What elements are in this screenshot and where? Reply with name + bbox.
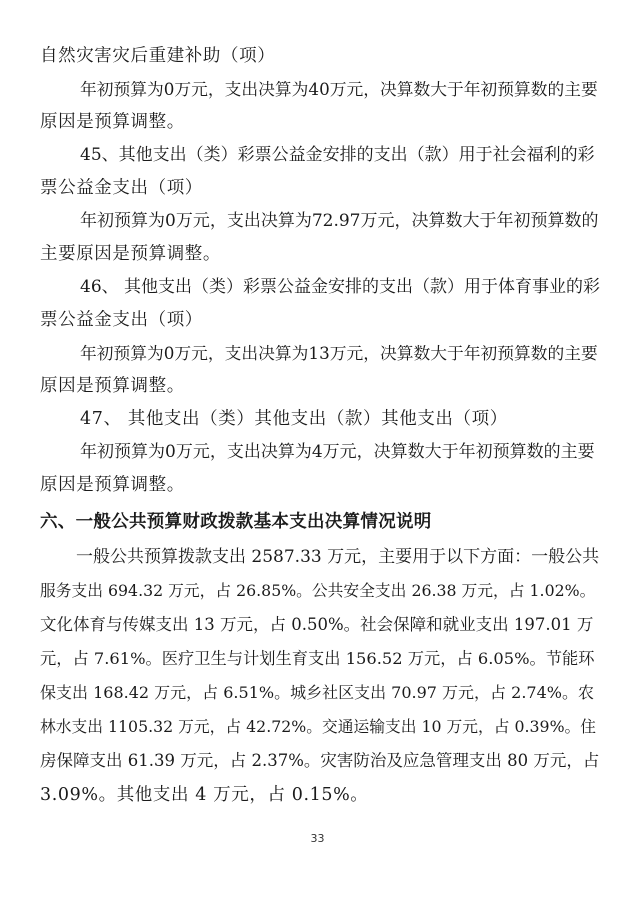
- paragraph-line: 元，占 7.61%。医疗卫生与计划生育支出 156.52 万元，占 6.05%。节能环: [40, 649, 595, 668]
- item-title-line: 自然灾害灾后重建补助（项）: [40, 46, 276, 66]
- paragraph-line: 服务支出 694.32 万元，占 26.85%。公共安全支出 26.38 万元，占 1.02%。: [40, 581, 596, 600]
- section-heading: 六、一般公共预算财政拨款基本支出决算情况说明: [40, 512, 432, 532]
- item-title-line: 票公益金支出（项）: [40, 178, 203, 198]
- paragraph-line: 3.09%。其他支出 4 万元，占 0.15%。: [40, 785, 369, 805]
- paragraph-line: 房保障支出 61.39 万元，占 2.37%。灾害防治及应急管理支出 80 万元，占: [40, 751, 600, 770]
- item-title-line: 票公益金支出（项）: [40, 310, 203, 330]
- paragraph-line: 文化体育与传媒支出 13 万元，占 0.50%。社会保障和就业支出 197.01 万: [40, 615, 594, 634]
- item-title-line: 45、其他支出（类）彩票公益金安排的支出（款）用于社会福利的彩: [80, 145, 595, 165]
- paragraph-line: 一般公共预算拨款支出 2587.33 万元，主要用于以下方面：一般公共: [76, 547, 600, 567]
- item-title-line: 46、 其他支出（类）彩票公益金安排的支出（款）用于体育事业的彩: [80, 277, 601, 297]
- item-body-line: 主要原因是预算调整。: [40, 244, 221, 264]
- item-title-line: 47、 其他支出（类）其他支出（款）其他支出（项）: [80, 409, 508, 429]
- item-body-line: 年初预算为0万元，支出决算为72.97万元，决算数大于年初预算数的: [80, 211, 599, 231]
- paragraph-line: 林水支出 1105.32 万元，占 42.72%。交通运输支出 10 万元，占 0.39%。住: [40, 717, 597, 736]
- page-number: 33: [310, 832, 325, 845]
- item-body-line: 年初预算为0万元，支出决算为4万元，决算数大于年初预算数的主要: [80, 442, 595, 462]
- item-body-line: 年初预算为0万元，支出决算为13万元，决算数大于年初预算数的主要: [80, 343, 598, 363]
- item-body-line: 原因是预算调整。: [40, 112, 185, 132]
- item-body-line: 年初预算为0万元，支出决算为40万元，决算数大于年初预算数的主要: [80, 79, 598, 99]
- item-body-line: 原因是预算调整。: [40, 475, 185, 495]
- paragraph-line: 保支出 168.42 万元，占 6.51%。城乡社区支出 70.97 万元，占 2.74%。农: [40, 683, 594, 702]
- item-body-line: 原因是预算调整。: [40, 376, 185, 396]
